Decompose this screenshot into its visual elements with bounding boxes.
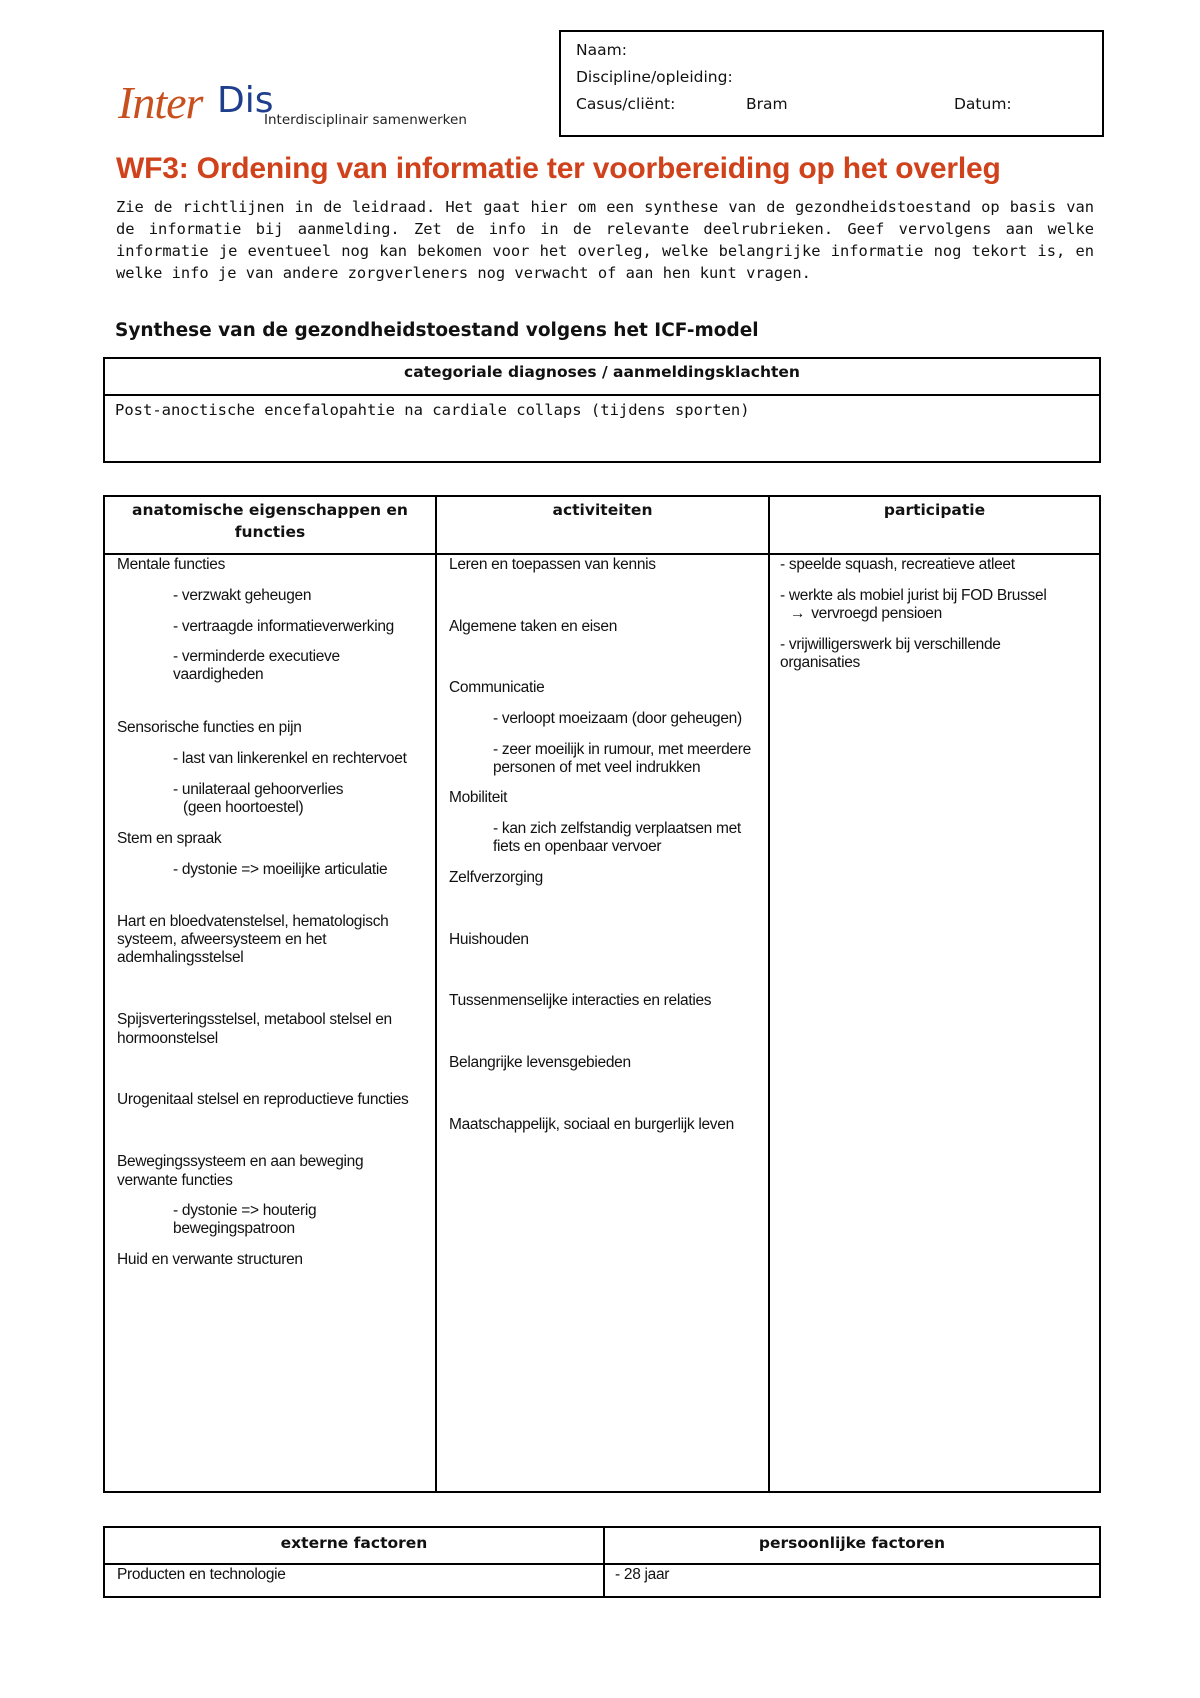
factoren-col-divider bbox=[603, 1528, 605, 1596]
list-item: - unilateraal gehoorverlies bbox=[173, 781, 344, 798]
logo-subtitle: Interdisciplinair samenwerken bbox=[264, 112, 467, 128]
list-item: - verzwakt geheugen bbox=[173, 587, 312, 604]
logo-inter-text: Inter bbox=[118, 77, 203, 128]
list-item: fiets en openbaar vervoer bbox=[493, 838, 662, 855]
list-item: - verminderde executieve bbox=[173, 648, 340, 665]
list-item: Tussenmenselijke interacties en relaties bbox=[449, 992, 712, 1009]
list-item: Communicatie bbox=[449, 679, 545, 696]
list-item: hormoonstelsel bbox=[117, 1030, 218, 1047]
list-item: verwante functies bbox=[117, 1172, 233, 1189]
logo-dis-text: Dis bbox=[217, 80, 274, 121]
list-item: Bewegingssysteem en aan beweging bbox=[117, 1153, 364, 1170]
list-item: Huishouden bbox=[449, 931, 529, 948]
icf-col-divider-2 bbox=[768, 497, 770, 1491]
casus-label: Casus/cliënt: bbox=[576, 95, 676, 113]
list-item: - kan zich zelfstandig verplaatsen met bbox=[493, 820, 741, 837]
list-item: Huid en verwante structuren bbox=[117, 1251, 303, 1268]
list-item: - verloopt moeizaam (door geheugen) bbox=[493, 710, 742, 727]
list-item-text: vervroegd pensioen bbox=[811, 605, 942, 622]
header-externe-factoren: externe factoren bbox=[280, 1534, 428, 1552]
list-item: - speelde squash, recreatieve atleet bbox=[780, 556, 1015, 573]
list-item: - vrijwilligerswerk bij verschillende bbox=[780, 636, 1001, 653]
list-item: organisaties bbox=[780, 654, 860, 671]
diagnoses-divider bbox=[105, 394, 1099, 396]
icf-table bbox=[103, 495, 1101, 1493]
list-item: Mentale functies bbox=[117, 556, 226, 573]
list-item: Belangrijke levensgebieden bbox=[449, 1054, 631, 1071]
list-item: bewegingspatroon bbox=[173, 1220, 295, 1237]
list-item: Stem en spraak bbox=[117, 830, 222, 847]
casus-value: Bram bbox=[746, 95, 788, 113]
list-item bbox=[780, 604, 942, 623]
list-item: - last van linkerenkel en rechtervoet bbox=[173, 750, 407, 767]
list-item: (geen hoortoestel) bbox=[183, 799, 304, 816]
factoren-table bbox=[103, 1526, 1101, 1598]
list-item: personen of met veel indrukken bbox=[493, 759, 701, 776]
list-item: Algemene taken en eisen bbox=[449, 618, 618, 635]
header-anatomisch-line2: functies bbox=[234, 523, 306, 541]
list-item: - dystonie => moeilijke articulatie bbox=[173, 861, 388, 878]
icf-col-divider-1 bbox=[435, 497, 437, 1491]
header-activiteiten: activiteiten bbox=[552, 501, 653, 519]
list-item: - vertraagde informatieverwerking bbox=[173, 618, 394, 635]
list-item: Sensorische functies en pijn bbox=[117, 719, 302, 736]
list-item: Producten en technologie bbox=[117, 1566, 286, 1583]
page-title: WF3: Ordening van informatie ter voorbereiding op het overleg bbox=[116, 152, 1001, 185]
list-item: Zelfverzorging bbox=[449, 869, 544, 886]
header-anatomisch bbox=[105, 499, 435, 543]
list-item: - werkte als mobiel jurist bij FOD Brussel bbox=[780, 587, 1047, 604]
list-item: Urogenitaal stelsel en reproductieve functies bbox=[117, 1091, 409, 1108]
header-anatomisch-line1: anatomische eigenschappen en bbox=[132, 501, 408, 519]
list-item: systeem, afweersysteem en het bbox=[117, 931, 327, 948]
datum-label: Datum: bbox=[954, 95, 1012, 113]
list-item: vaardigheden bbox=[173, 666, 264, 683]
header-participatie: participatie bbox=[883, 501, 986, 519]
diagnoses-header: categoriale diagnoses / aanmeldingsklachten bbox=[404, 363, 800, 381]
header-persoonlijke-factoren: persoonlijke factoren bbox=[758, 1534, 946, 1552]
list-item: Leren en toepassen van kennis bbox=[449, 556, 656, 573]
list-item: ademhalingsstelsel bbox=[117, 949, 244, 966]
list-item: Spijsverteringsstelsel, metabool stelsel en bbox=[117, 1011, 392, 1028]
naam-label: Naam: bbox=[576, 41, 627, 59]
identification-box bbox=[559, 30, 1104, 137]
discipline-label: Discipline/opleiding: bbox=[576, 68, 733, 86]
interdis-logo bbox=[118, 76, 498, 136]
list-item: Hart en bloedvatenstelsel, hematologisch bbox=[117, 913, 389, 930]
intro-paragraph: Zie de richtlijnen in de leidraad. Het gaat hier om een synthese van de gezondheidstoestand op basis van de informatie bij aanmelding. Zet de info in de relevante deelrubrieken. Geef vervolgens aan welke informatie je eventueel nog kan bekomen voor het overleg, welke belangrijke informatie nog tekort is, en welke info je van andere zorgverleners nog verwacht of aan hen kunt vragen. bbox=[116, 198, 1094, 282]
arrow-right-icon: → bbox=[790, 605, 806, 622]
list-item: - dystonie => houterig bbox=[173, 1202, 317, 1219]
list-item: - zeer moeilijk in rumour, met meerdere bbox=[493, 741, 751, 758]
list-item: Mobiliteit bbox=[449, 789, 508, 806]
diagnoses-text: Post-anoctische encefalopahtie na cardiale collaps (tijdens sporten) bbox=[115, 401, 750, 419]
diagnoses-table bbox=[103, 357, 1101, 463]
list-item: - 28 jaar bbox=[615, 1566, 670, 1583]
list-item: Maatschappelijk, sociaal en burgerlijk leven bbox=[449, 1116, 734, 1133]
section-heading: Synthese van de gezondheidstoestand volgens het ICF-model bbox=[115, 320, 759, 341]
